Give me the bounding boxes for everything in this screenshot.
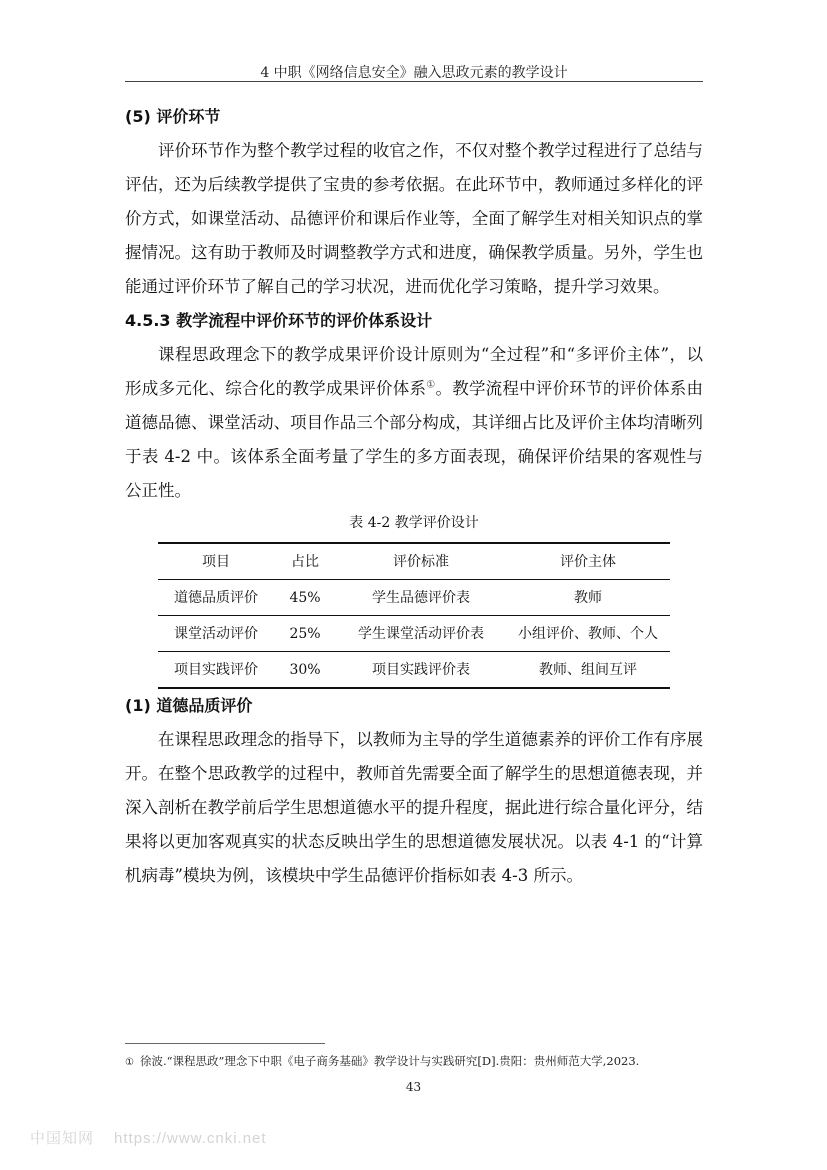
table-cell: 道德品质评价 [174, 589, 258, 606]
table-cell: 45% [289, 589, 321, 606]
table-header-cell: 项目 [202, 553, 230, 570]
table-cell: 25% [289, 625, 321, 642]
footnote-text: 徐波.“课程思政”理念下中职《电子商务基础》教学设计与实践研究[D].贵阳：贵州师范大学,2023. [139, 1054, 640, 1068]
table-cell: 小组评价、教师、个人 [518, 625, 658, 642]
table-cell: 30% [289, 661, 321, 678]
paragraph-4-5-3-part2: 。教学流程中评价环节的评价体系由道德品德、课堂活动、项目作品三个部分构成，其详细占比及评价主体均清晰列于表 4-2 中。该体系全面考量了学生的多方面表现，确保评价结果的客观性与公正性。 [125, 379, 704, 500]
watermark-url: https://www.cnki.net [114, 1130, 267, 1147]
table-cell: 教师 [574, 589, 602, 606]
table-header-cell: 占比 [291, 553, 319, 570]
table-cell: 教师、组间互评 [539, 661, 637, 678]
table-caption: 表 4-2 教学评价设计 [349, 515, 479, 531]
table-cell: 项目实践评价表 [372, 661, 470, 678]
table-row [158, 616, 670, 652]
running-header: 4 中职《网络信息安全》融入思政元素的教学设计 [260, 65, 568, 81]
page-number: 43 [405, 1080, 422, 1094]
paragraph-moral-evaluation: 在课程思政理念的指导下，以教师为主导的学生道德素养的评价工作有序展开。在整个思政教学的过程中，教师首先需要全面了解学生的思想道德表现，并深入剖析在教学前后学生思想道德水平的提升程度，据此进行综合量化评分，结果将以更加客观真实的状态反映出学生的思想道德发展状况。以表 4-1 的“计算机病毒”模块为例，该模块中学生品德评价指标如表 4-3 所示。 [125, 730, 703, 885]
page-body [125, 100, 703, 893]
table-cell: 课堂活动评价 [174, 625, 258, 642]
paragraph-4-5-3 [125, 338, 703, 508]
watermark [30, 1127, 287, 1148]
footnote-mark: ① [125, 1057, 134, 1068]
table-row [158, 652, 670, 689]
table-cell: 学生品德评价表 [372, 589, 470, 606]
section-heading-evaluation: (5) 评价环节 [125, 107, 221, 126]
section-heading-4-5-3: 4.5.3 教学流程中评价环节的评价体系设计 [125, 311, 433, 330]
table-header-cell: 评价主体 [560, 553, 616, 570]
table-row [158, 580, 670, 616]
header-rule [125, 81, 703, 82]
footnote-rule [125, 1043, 325, 1044]
paragraph-4-5-3-part1: 课程思政理念下的教学成果评价设计原则为“全过程”和“多评价主体”，以形成多元化、综合化的教学成果评价体系 [125, 345, 703, 398]
footnote [125, 1052, 725, 1072]
table-header-row [158, 543, 670, 580]
footnote-reference: ① [426, 379, 436, 391]
evaluation-table [158, 542, 670, 689]
table-cell: 学生课堂活动评价表 [358, 625, 484, 642]
table-cell: 项目实践评价 [174, 661, 258, 678]
section-heading-moral-evaluation: (1) 道德品质评价 [125, 696, 253, 715]
table-header-cell: 评价标准 [393, 553, 449, 570]
paragraph-evaluation: 评价环节作为整个教学过程的收官之作，不仅对整个教学过程进行了总结与评估，还为后续教学提供了宝贵的参考依据。在此环节中，教师通过多样化的评价方式，如课堂活动、品德评价和课后作业等，全面了解学生对相关知识点的掌握情况。这有助于教师及时调整教学方式和进度，确保教学质量。另外，学生也能通过评价环节了解自己的学习状况，进而优化学习策略，提升学习效果。 [125, 141, 703, 296]
watermark-brand: 中国知网 [30, 1130, 95, 1147]
